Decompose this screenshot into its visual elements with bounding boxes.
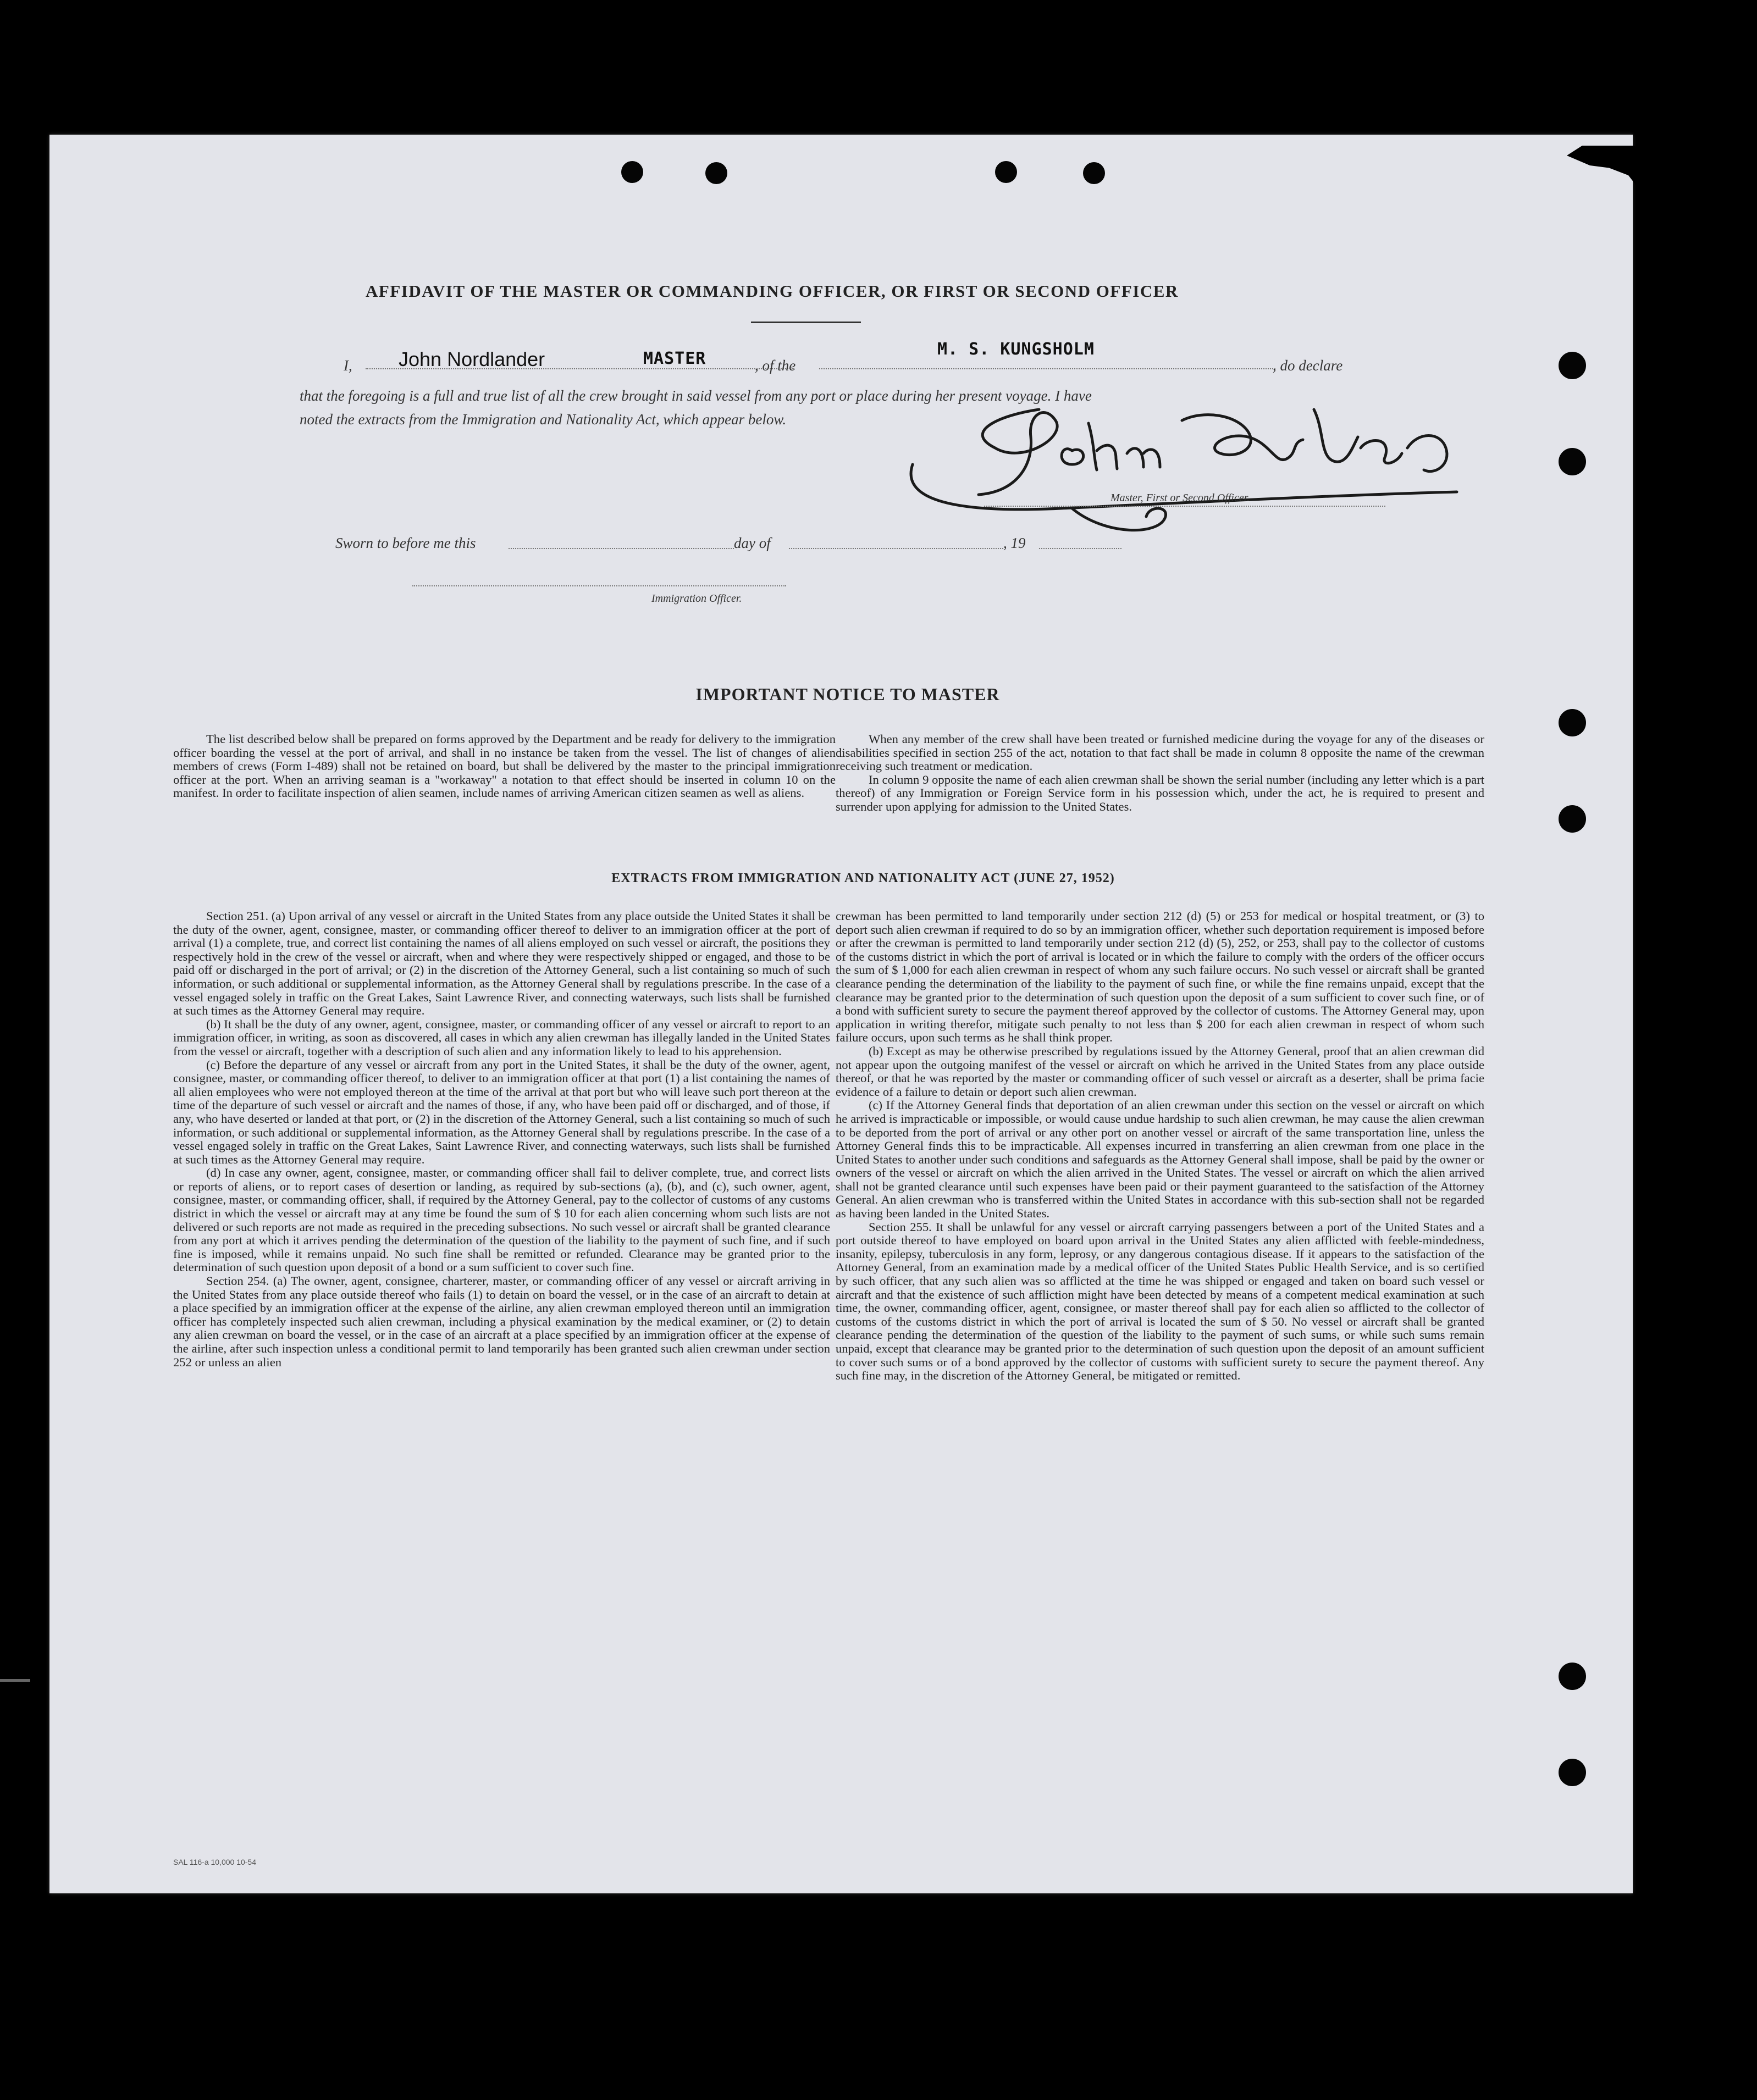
rank-stamp: MASTER (643, 349, 706, 368)
punch-hole (1559, 1663, 1586, 1690)
section-251d: (d) In case any owner, agent, consignee, master, or commanding officer shall fail to deliver complete, true, and correct lists or reports of aliens, or to report cases of desertion or landing, as required by sub-sections (a), (b), and (c), such owner, agent, consignee, master, or commanding officer, shall, if required by the Attorney General, pay to the collector of customs of any customs district in which the vessel or aircraft may at any time be found the sum of $ 10 for each alien concerning whom such lists are not delivered or such reports are not made as required in the preceding subsections. No such vessel or aircraft shall be granted clearance from any port at which it arrives pending the determination of the question of the liability to the payment of such fine, and if such fine is imposed, while it remains unpaid. No such fine shall be remitted or refunded. Clearance may be granted prior to the determination of such question upon deposit of a bond or a sum sufficient to cover such fine. (173, 1166, 830, 1275)
extracts-title: EXTRACTS FROM IMMIGRATION AND NATIONALITY ACT (JUNE 27, 1952) (611, 871, 1115, 885)
title-rule (751, 322, 861, 323)
notice-left (173, 733, 836, 800)
notice-right-text-2: In column 9 opposite the name of each alien crewman shall be shown the serial number (including any letter which is a part thereof) of any Immigration or Foreign Service form in his possession which, under the act, he is required to present and surrender upon applying for admission to the United States. (836, 772, 1484, 813)
section-254c: (c) If the Attorney General finds that deportation of an alien crewman under this section on the vessel or aircraft on which he arrived is impracticable or impossible, or would cause undue hardship to such alien crewman, he may cause the alien crewman to be deported from the port of arrival or any other port on another vessel or aircraft of the same transportation line, unless the Attorney General finds this to be impracticable. All expenses incurred in transferring an alien crewman from one place in the United States to another under such conditions and safeguards as the Attorney General shall impose, shall be paid by the owner or owners of the vessel or aircraft on which the alien arrived in the United States. The vessel or aircraft on which the alien arrived shall not be granted clearance until such expenses have been paid or their payment guaranteed to the satisfaction of the Attorney General. An alien crewman who is transferred within the United States in accordance with this sub-section shall not be regarded as having been landed in the United States. (836, 1098, 1484, 1221)
punch-hole (1559, 709, 1586, 736)
signature (896, 398, 1468, 541)
affidavit-title: AFFIDAVIT OF THE MASTER OR COMMANDING OFFICER, OR FIRST OR SECOND OFFICER (366, 281, 1179, 301)
punch-dot (1083, 162, 1105, 184)
extracts-right (836, 910, 1484, 1383)
form-code: SAL 116-a 10,000 10-54 (173, 1858, 257, 1866)
punch-hole (1559, 352, 1586, 379)
sworn-month-line (789, 548, 1003, 549)
section-251c: (c) Before the departure of any vessel or aircraft from any port in the United States, it shall be the duty of the owner, agent, consignee, master, or commanding officer thereof, to deliver to an immigration officer at that port (1) a list containing the names of all alien employees who were not employed thereon at the time of the arrival at that port but who will leave such port thereon at the time of the departure of such vessel or aircraft and the names of those, if any, who have been paid off or discharged, and of those, if any, who have deserted or landed at that port, or (2) in the discretion of the Attorney General, such a list containing so much of such information, or such additional or supplemental information, as the Attorney General shall by regulations prescribe. In the case of a vessel engaged solely in traffic on the Great Lakes, Saint Lawrence River, and connecting waterways, such lists shall be furnished at such times as the Attorney General may require. (173, 1057, 830, 1166)
declare-label: , do declare (1273, 357, 1343, 374)
extracts-left (173, 910, 830, 1369)
sworn-label: Sworn to before me this (335, 535, 476, 551)
punch-hole (1559, 1759, 1586, 1786)
section-251a: Section 251. (a) Upon arrival of any vessel or aircraft in the United States from any place outside the United States it shall be the duty of the owner, agent, consignee, master, or commanding officer thereof to deliver to an immigration officer at the port of arrival (1) a complete, true, and correct list containing the names of all aliens employed on such vessel or aircraft, the positions they respectively hold in the crew of the vessel or aircraft, when and where they were respectively shipped or engaged, and those to be paid off or discharged in the port of arrival; or (2) in the discretion of the Attorney General, such a list containing so much of such information, or such additional or supplemental information, as the Attorney General shall by regulations prescribe. In the case of a vessel engaged solely in traffic on the Great Lakes, Saint Lawrence River, and connecting waterways, such lists shall be furnished at such times as the Attorney General may require. (173, 909, 830, 1018)
vessel-stamp: M. S. KUNGSHOLM (937, 340, 1095, 359)
declaration-line-2: that the foregoing is a full and true list of all the crew brought in said vessel from any port or place during her present voyage. I have (300, 387, 1092, 404)
vessel-line (819, 368, 1275, 369)
punch-dot (705, 162, 727, 184)
declaration-line-3: noted the extracts from the Immigration and Nationality Act, which appear below. (300, 411, 787, 428)
year-label: , 19 (1003, 535, 1026, 551)
signature-caption: Master, First or Second Officer. (1110, 492, 1250, 504)
section-254a-cont: crewman has been permitted to land temporarily under section 212 (d) (5) or 253 for medical or hospital treatment, or (3) to deport such alien crewman if required to do so by an immigration officer, whether such deportation requirement is imposed before or after the crewman is permitted to land temporarily under section 212 (d) (5), 252, or 253, shall pay to the collector of customs of the customs district in which the port of arrival is located or in which the failure to comply with the orders of the officer occurs the sum of $ 1,000 for each alien crewman in respect of whom any such failure occurs. No such vessel or aircraft shall be granted clearance pending the determination of the liability to the payment of such fine, or while the fine remains unpaid, except that the clearance may be granted prior to the determination of such question upon the deposit of a sum sufficient to cover such fine, or of a bond with sufficient surety to secure the payment thereof approved by the collector of customs. The Attorney General may, upon application in writing therefor, mitigate such penalty to not less than $ 200 for each alien crewman in respect of whom such failure occurs, upon such terms as he shall think proper. (836, 909, 1484, 1045)
signature-line (984, 506, 1385, 507)
punch-dot (621, 161, 643, 183)
notice-left-text: The list described below shall be prepared on forms approved by the Department and be ready for delivery to the immigration officer boarding the vessel at the port of arrival, and shall in no instance be taken from the vessel. The list of changes of alien members of crews (Form I-489) shall not be retained on board, but shall be delivered by the master to the principal immigration officer at the port. When an arriving seaman is a "workaway" a notation to that effect should be inserted in column 10 on the manifest. In order to facilitate inspection of alien seamen, include names of arriving American citizen seamen as well as aliens. (173, 732, 836, 800)
immigration-officer-caption: Immigration Officer. (651, 592, 742, 605)
sworn-day-line (509, 548, 734, 549)
sworn-year-line (1039, 548, 1121, 549)
torn-corner (1567, 146, 1644, 195)
notice-right-text-1: When any member of the crew shall have been treated or furnished medicine during the voyage for any of the diseases or disabilities specified in section 255 of the act, notation to that fact shall be made in column 8 opposite the name of the crewman receiving such treatment or medication. (836, 732, 1484, 773)
immigration-officer-line (412, 585, 786, 586)
notice-right (836, 733, 1484, 814)
punch-hole (1559, 448, 1586, 475)
i-label: I, (344, 357, 352, 374)
section-254a: Section 254. (a) The owner, agent, consignee, charterer, master, or commanding officer of any vessel or aircraft arriving in the United States from any place outside thereof who fails (1) to detain on board the vessel, or in the case of an aircraft to detain at a place specified by an immigration officer at the expense of the airline, any alien crewman employed thereon until an immigration officer has completely inspected such alien crewman, including a physical examination by the medical examiner, or (2) to detain any alien crewman on board the vessel, or in the case of an aircraft at a place specified by an immigration officer at the expense of the airline, after such inspection unless a conditional permit to land temporarily has been granted such alien crewman under section 252 or unless an alien (173, 1274, 830, 1369)
punch-hole (1559, 805, 1586, 833)
section-251b: (b) It shall be the duty of any owner, agent, consignee, master, or commanding officer of any vessel or aircraft to report to an immigration officer, in writing, as soon as discovered, all cases in which any alien crewman has illegally landed in the United States from the vessel or aircraft, together with a description of such alien and any information likely to lead to his apprehension. (173, 1017, 830, 1058)
punch-dot (995, 161, 1017, 183)
master-name: John Nordlander (399, 348, 545, 370)
notice-title: IMPORTANT NOTICE TO MASTER (695, 684, 1000, 704)
edge-marker (0, 1679, 30, 1682)
document-page (49, 135, 1633, 1893)
section-254b: (b) Except as may be otherwise prescribed by regulations issued by the Attorney General, proof that an alien crewman did not appear upon the outgoing manifest of the vessel or aircraft on which he arrived in the United States from any place outside thereof, or that he was reported by the master or commanding officer of such vessel or aircraft as a deserter, shall be prima facie evidence of a failure to detain or deport such alien crewman. (836, 1044, 1484, 1099)
section-255: Section 255. It shall be unlawful for any vessel or aircraft carrying passengers between a port of the United States and a port outside thereof to have employed on board upon arrival in the United States any alien afflicted with feeble-mindedness, insanity, epilepsy, tuberculosis in any form, leprosy, or any dangerous contagious disease. If it appears to the satisfaction of the Attorney General, from an examination made by a medical officer of the United States Public Health Service, and is so certified by such officer, that any such alien was so afflicted at the time he was shipped or engaged and taken on board such vessel or aircraft and that the existence of such affliction might have been detected by means of a competent medical examination at such time, the owner, commanding officer, agent, consignee, or master thereof shall pay for each alien so afflicted to the collector of customs of the customs district in which the port of arrival is located the sum of $ 50. No vessel or aircraft shall be granted clearance pending the determination of the question of the liability to the payment of such sums, or while such sums remain unpaid, except that clearance may be granted prior to the determination of such question upon the deposit of an amount sufficient to cover such sums or of a bond approved by the collector of customs with sufficient surety to secure the payment thereof. Any such fine may, in the discretion of the Attorney General, be mitigated or remitted. (836, 1220, 1484, 1383)
day-of-label: day of (734, 535, 771, 551)
of-the-label: , of the (755, 357, 796, 374)
